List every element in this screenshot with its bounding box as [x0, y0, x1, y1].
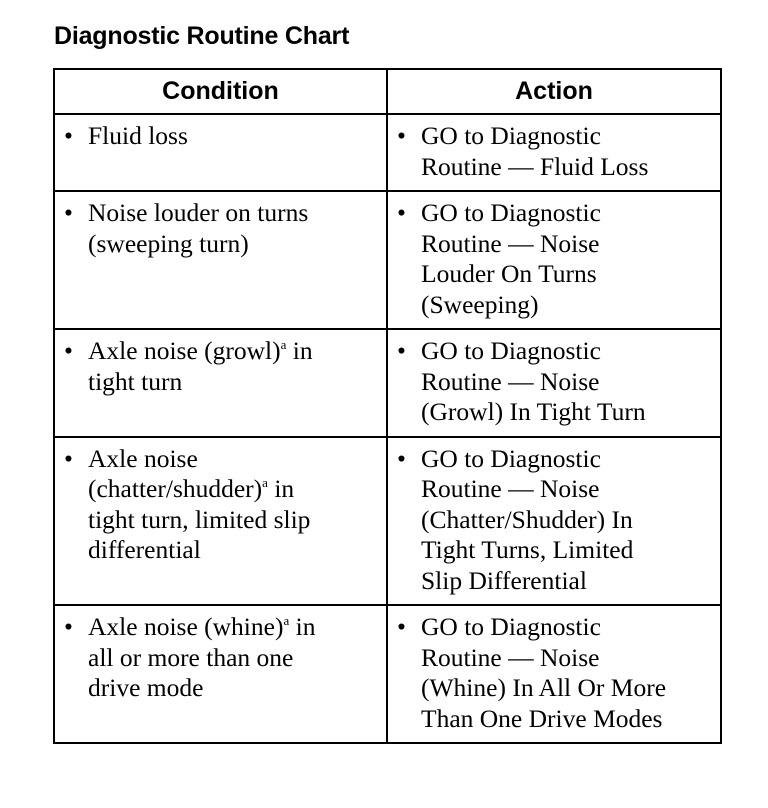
action-text: GO to Diagnostic: [421, 612, 601, 641]
condition-header: Condition: [54, 69, 387, 114]
action-header: Action: [387, 69, 721, 114]
table-row: [54, 605, 721, 743]
condition-cell: [54, 329, 387, 437]
condition-text: Axle noise: [88, 443, 198, 473]
action-text: Routine — Noise: [421, 642, 600, 672]
bullet: •: [64, 443, 73, 473]
action-text: Tight Turns, Limited: [421, 535, 634, 564]
bullet: •: [397, 336, 406, 365]
condition-text: in: [286, 336, 313, 365]
condition-line: [88, 336, 378, 367]
action-cell: [387, 114, 721, 191]
action-text: GO to Diagnostic: [421, 443, 601, 473]
condition-text: Noise louder on turns: [88, 198, 309, 227]
table-row: [54, 114, 721, 191]
footnote-marker: a: [283, 613, 290, 628]
table-row: [54, 329, 721, 437]
condition-line: [88, 612, 378, 643]
condition-text: Axle noise (growl): [88, 336, 281, 365]
bullet: •: [64, 198, 73, 227]
action-text: (Chatter/Shudder) In: [421, 504, 633, 534]
action-text: Routine — Fluid Loss: [421, 151, 649, 181]
footnote-marker: a: [262, 475, 268, 490]
footnote-marker: a: [280, 337, 287, 352]
condition-text: differential: [88, 535, 201, 564]
condition-text: Axle noise (whine): [88, 612, 284, 641]
condition-line: [88, 474, 378, 505]
action-text: (Growl) In Tight Turn: [421, 397, 646, 426]
bullet: •: [397, 121, 406, 150]
action-text: Routine — Noise: [421, 366, 600, 396]
table-header-row: [54, 69, 721, 114]
action-text: GO to Diagnostic: [421, 336, 601, 365]
action-cell: [387, 329, 721, 437]
bullet: •: [397, 612, 406, 641]
chart-title: Diagnostic Routine Chart: [54, 22, 350, 50]
condition-cell: [54, 191, 387, 329]
bullet: •: [64, 121, 73, 150]
table-row: [54, 437, 721, 606]
bullet: •: [397, 443, 406, 473]
condition-text: (sweeping turn): [88, 228, 249, 258]
action-text: Than One Drive Modes: [421, 703, 663, 733]
condition-text: all or more than one: [88, 642, 294, 672]
bullet: •: [397, 198, 406, 227]
action-text: Slip Differential: [421, 565, 587, 595]
condition-cell: [54, 437, 387, 606]
condition-cell: [54, 605, 387, 743]
action-text: Routine — Noise: [421, 228, 600, 258]
action-text: GO to Diagnostic: [421, 198, 601, 227]
action-text: GO to Diagnostic: [421, 121, 601, 150]
action-text: (Whine) In All Or More: [421, 673, 667, 702]
condition-text: (chatter/shudder): [88, 474, 263, 503]
condition-text: drive mode: [88, 673, 204, 702]
action-cell: [387, 437, 721, 606]
condition-text: Fluid loss: [88, 121, 188, 150]
bullet: •: [64, 612, 73, 641]
condition-text: tight turn: [88, 366, 183, 396]
condition-cell: [54, 114, 387, 191]
diagnostic-table: [53, 68, 722, 744]
condition-text: tight turn, limited slip: [88, 504, 311, 534]
condition-text: in: [289, 612, 316, 641]
action-cell: [387, 605, 721, 743]
table-row: [54, 191, 721, 329]
condition-text: in: [267, 474, 295, 503]
action-text: (Sweeping): [421, 289, 539, 319]
action-text: Louder On Turns: [421, 259, 597, 288]
action-text: Routine — Noise: [421, 474, 600, 503]
bullet: •: [64, 336, 73, 365]
action-cell: [387, 191, 721, 329]
